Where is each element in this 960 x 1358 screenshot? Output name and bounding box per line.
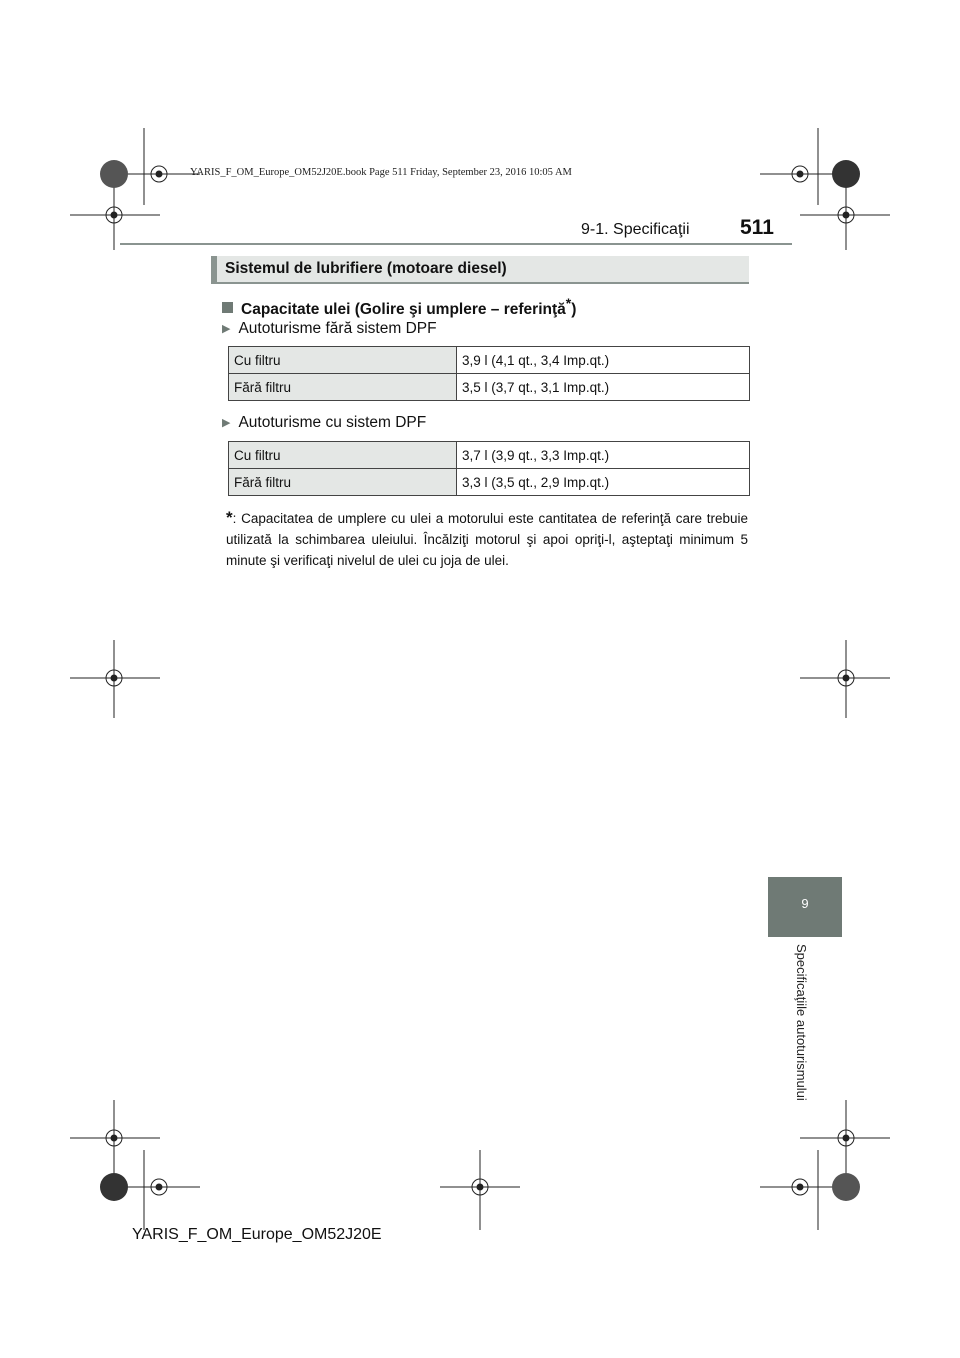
table-row [229, 347, 750, 374]
reference-star: * [565, 295, 572, 311]
page-number: 511 [740, 216, 774, 239]
table-cell-key: Cu filtru [229, 442, 457, 469]
table-row [229, 442, 750, 469]
group-label-no-dpf [222, 320, 437, 338]
triangle-bullet-icon: ▶ [222, 417, 231, 429]
table-cell-value: 3,5 l (3,7 qt., 3,1 Imp.qt.) [457, 374, 750, 401]
header-section-title: 9-1. Specificaţii [581, 221, 690, 238]
group-label-dpf [222, 414, 426, 432]
table-cell-key: Fără filtru [229, 374, 457, 401]
chapter-number: 9 [801, 896, 809, 911]
footnote-text: : Capacitatea de umplere cu ulei a motorului este cantitatea de referinţă care trebuie utilizată la schimbarea uleiului. Încălziţi motorul şi apoi opriţi-l, aşteptaţi minimum 5 minute şi verificaţi nivelul de ulei cu joja de ulei. [226, 511, 748, 568]
group-label-text: Autoturisme cu sistem DPF [238, 414, 427, 431]
chapter-tab [768, 877, 842, 937]
footer-document-code: YARIS_F_OM_Europe_OM52J20E [132, 1226, 382, 1243]
section-heading: Sistemul de lubrifiere (motoare diesel) [225, 260, 507, 277]
table-cell-value: 3,3 l (3,5 qt., 2,9 Imp.qt.) [457, 469, 750, 496]
table-row [229, 469, 750, 496]
spec-table-dpf [228, 441, 750, 496]
spec-table-no-dpf [228, 346, 750, 401]
group-label-text: Autoturisme fără sistem DPF [238, 320, 437, 337]
table-cell-key: Fără filtru [229, 469, 457, 496]
sub-heading-text: Capacitate ulei (Golire şi umplere – referinţă [241, 301, 566, 319]
table-cell-value: 3,9 l (4,1 qt., 3,4 Imp.qt.) [457, 347, 750, 374]
sub-heading [222, 295, 576, 319]
square-bullet-icon [222, 302, 233, 313]
book-info-line: YARIS_F_OM_Europe_OM52J20E.book Page 511 Friday, September 23, 2016 10:05 AM [190, 167, 572, 178]
triangle-bullet-icon: ▶ [222, 323, 231, 335]
section-heading-bar [211, 256, 749, 284]
footnote-marker: * [226, 508, 233, 527]
sub-heading-close: ) [571, 301, 577, 319]
table-cell-key: Cu filtru [229, 347, 457, 374]
footnote [226, 507, 748, 571]
table-row [229, 374, 750, 401]
table-cell-value: 3,7 l (3,9 qt., 3,3 Imp.qt.) [457, 442, 750, 469]
chapter-side-label: Specificaţiile autoturismului [794, 944, 809, 1101]
header-divider [120, 243, 792, 245]
